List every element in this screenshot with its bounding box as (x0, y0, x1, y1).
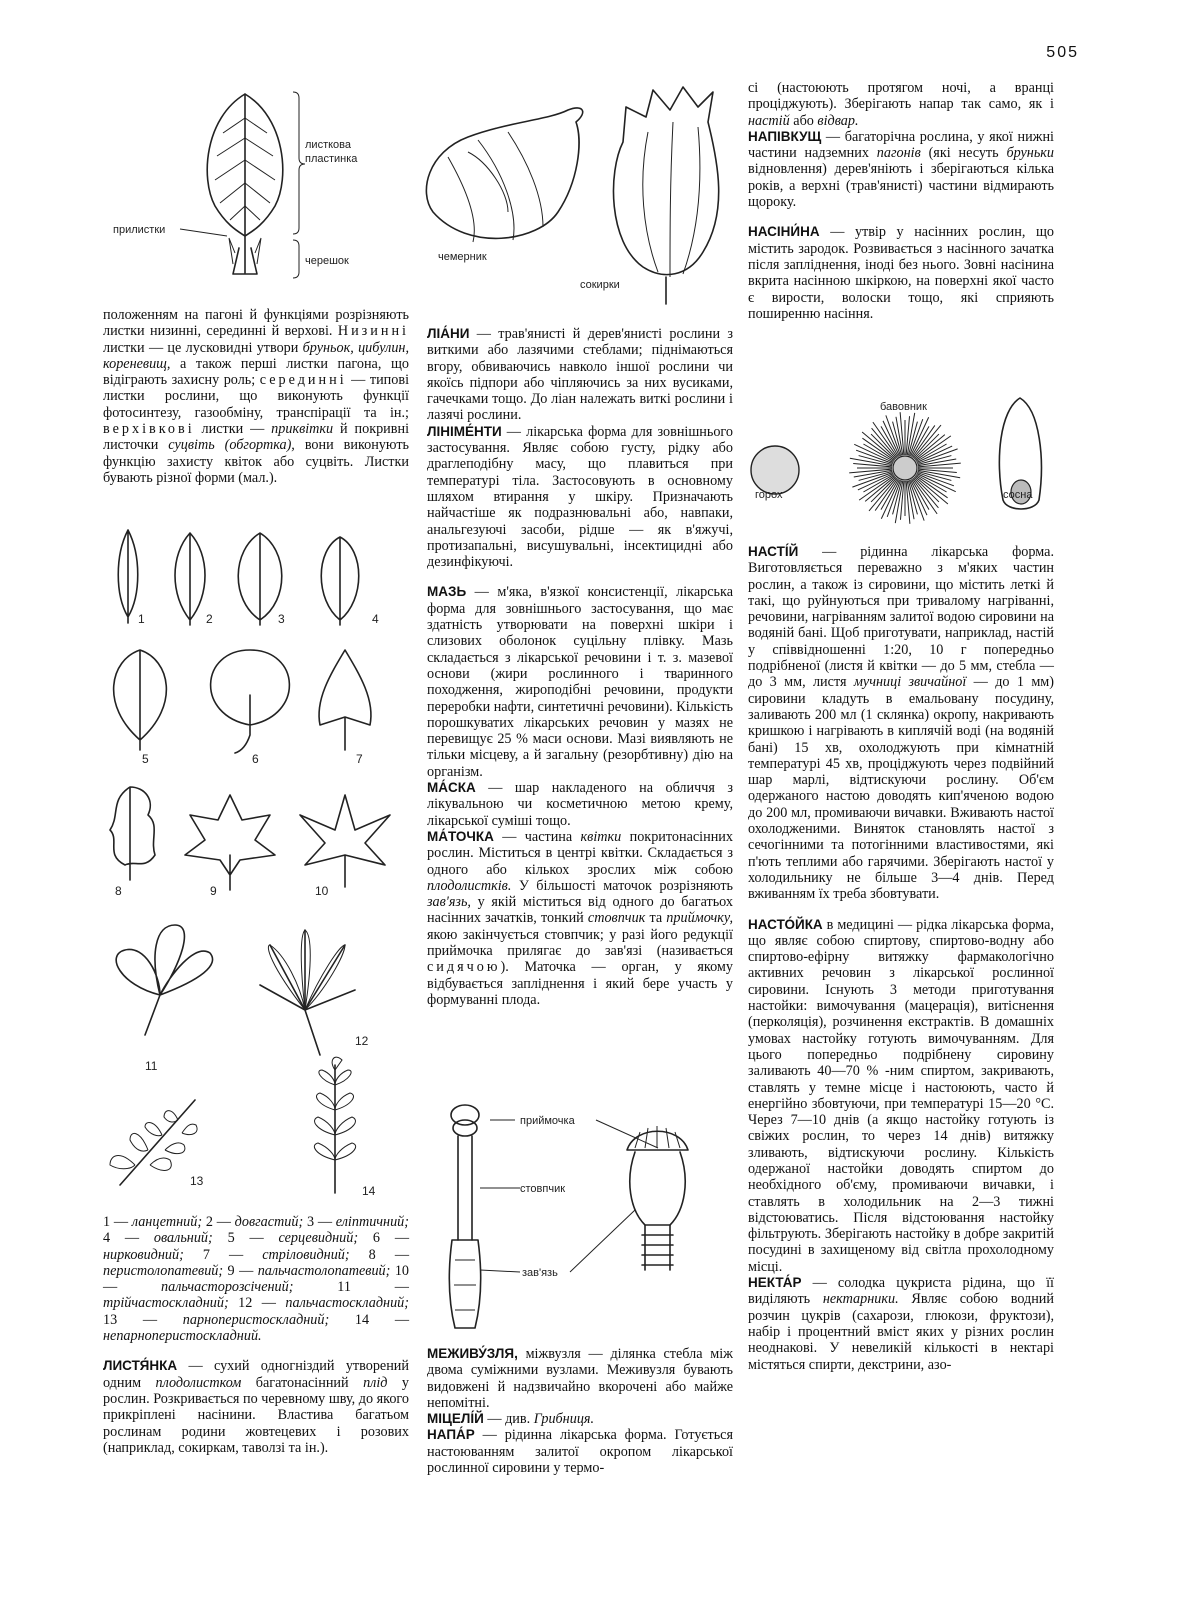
entry-matochka: МА́ТОЧКА — частина квітки покритонасінних рослин. Міститься в центрі квітки. Складається з одного або кількох зрослих між собою плодолистків. У більшості маточок розрізняють зав'язь, у якій міститься від одного до багатьох насінних зачатків, тонкий стовпчик та приймочку, якою закінчується стовпчик; у разі його редукції приймочка прилягає до зав'язі (називається сидячою). Маточка — орган, у якому відбувається запліднення і який бере участь у формуванні плода. (427, 828, 733, 1008)
entry-mezhyvuzlia: МЕЖИВУ́ЗЛЯ, міжвузля — ділянка стебла між двома суміжними вузлами. Меживузля бувають видовжені й надзвичайно вкорочені або майже непомітні. (427, 1346, 733, 1411)
petiole-label: черешок (305, 255, 349, 267)
leaf-shapes-figure (100, 525, 410, 1205)
column-2-top (427, 326, 733, 1008)
shape-number-5: 5 (142, 752, 149, 766)
column-2-bottom (427, 1346, 733, 1476)
shape-number-11: 11 (145, 1059, 158, 1073)
cotton-hair (886, 415, 901, 455)
ovary-label: зав'язь (522, 1267, 558, 1279)
cotton-hair (917, 449, 957, 464)
entry-nastoika: НАСТО́ЙКА в медицині — рідка лікарська форма, що являє собою спиртову, спиртово-водну або спиртово-ефірну витяжку фармакологічно активних речовин з лікарської рослинної сировини. Існують 3 методи приготування настойки: вимочування (мацерація), витіснення (перколяція), розчинення екстрактів. В домашніх умовах настойку готують вимочуванням. Для цього попередньо подрібнену сировину заливають 40—70 % -ним спиртом, закривають, ставлять у темне місце і настоюють, часто й енергійно збовтуючи, при температурі 15—20 °С. Через 7—10 днів (а якщо настойку готують із свіжих рослин, то через 14 днів) витяжку зливають, відтискуючи рослину. Кількість одержаної настойки доводять спиртом до необхідного об'єму, промиваючи вичавки, і ставлять в холодильник на 2—3 тижні відстоюватись. Після відстоювання настойку фільтрують. Зберігають настойку в добре закритій посудині в захищеному від світла прохолодному місці. (748, 916, 1054, 1275)
cotton-hair (909, 480, 924, 520)
shape-number-14: 14 (362, 1184, 376, 1198)
hellebore-label: чемерник (438, 251, 487, 263)
fruits-figure (408, 82, 743, 307)
entry-nektar: НЕКТА́Р — солодка цукриста рідина, що її виділяють нектарники. Являє собою водний розчин цукрів (сахарози, глюкози, фруктози), набір і процентний вміст яких у різних рослин неоднакові. У невеликій кількості в нектарі містяться спирти, декстрини, азо- (748, 1275, 1054, 1373)
leaf-positions-paragraph: положенням на пагоні й функціями розрізняють листки низинні, серединні й верхові. Низинні листки — це лусковидні утвори бруньок, цибулин, кореневищ, а також перші листки пагона, що відіграють захисну роль; серединні — типові листки рослини, що виконують функції фотосинтезу, газообміну, транспірації та ін.; верхівкові листки — приквітки й покривні листочки суцвіть (обгортка), вони виконують функцію захисту квіток або суцвіть. Листки бувають різної форми (мал.). (103, 307, 410, 486)
shape-number-6: 6 (252, 752, 259, 766)
shape-number-12: 12 (355, 1034, 369, 1048)
entry-maz: МАЗЬ — м'яка, в'язкої консистенції, лікарська форма для зовнішнього застосування, що має здатність утворювати на поверхні шкіри і слизових оболонок суцільну плівку. Мазь складається з лікарської речовини і т. з. мазевої основи (жири рослинного і тваринного походження, жироподібні речовини, продукти переробки нафти, синтетичні речовини). Кількість порошкуватих лікарських речовин у мазях не перевищує 25 % маси основи. Мазі виявляють не тільки місцеву, а й загальну (резорбтивну) дію на організм. (427, 584, 733, 780)
leaf-shapes-caption: 1 — ланцетний; 2 — довгастий; 3 — еліптичний; 4 — овальний; 5 — серцевидний; 6 — нирковидний; 7 — стріловидний; 8 — перистолопатевий; 9 — пальчастолопатевий; 10 — пальчасторозсічений; 11 — трійчастоскладний; 12 — пальчастоскладний; 13 — парноперистоскладний; 14 — непарноперистоскладний. (103, 1214, 410, 1345)
cotton-label: бавовник (880, 401, 927, 413)
shape-number-2: 2 (206, 612, 213, 626)
seeds-figure (745, 390, 1055, 525)
entry-napivkushch: НАПІВКУЩ — багаторічна рослина, у якої нижні частини надземних пагонів (які несуть бруньки відновлення) дерев'яніють і зберігаються кілька років, а верхні (трав'янисті) частини відмирають щороку. (748, 128, 1055, 211)
napar-continuation: сі (настоюють протягом ночі, а вранці проціджують). Зберігають напар так само, як і настій або відвар. (748, 80, 1054, 129)
shape-number-3: 3 (278, 612, 285, 626)
entry-liany: ЛІА́НИ — трав'янисті й дерев'янисті рослини з виткими або лазячими стеблами; піднімаються вгору, обвиваючись навколо іншої рослини чи якоїсь підпори або чіпляючись за них вусиками, гачечками тощо. До ліан належать виткі рослини і лазячі рослини. (427, 326, 733, 424)
leaf-anatomy-figure (105, 88, 395, 293)
shape-number-1: 1 (138, 612, 145, 626)
pea-label: горох (755, 489, 783, 501)
column-3-bottom (748, 544, 1054, 1373)
entry-maska: МА́СКА — шар накладеного на обличчя з лікувальною чи косметичною метою крему, лікарської суміші тощо. (427, 780, 733, 829)
leaf-blade-label-1: листкова (305, 139, 351, 151)
entry-nastii: НАСТІ́Й — рідинна лікарська форма. Виготовляється переважно з м'яких частин рослин, а також із сировини, що містить леткі й такі, що руйнуються при тривалому нагріванні, речовини, нагріванням залитої водою сировини на водяній бані. Щоб приготувати, наприклад, настій у співвідношенні 1:20, 10 г попередньо подрібненої (листя й квітки — до 5 мм, стебла — до 3 мм, листя мучниці звичайної — до 1 мм) сировини кладуть в емальовану посудину, заливають 200 мл (1 склянка) окропу, накривають кришкою і нагрівають в киплячій воді (на водяній бані) 15 хв, охолоджують при кімнатній температурі 45 хв, проціджують через подвійний шар марлі, відтискуючи рослину. Об'єм одержаного настою доводять кип'яченою водою до 200 мл, промиваючи вичавки. Вживають настої охолодженими. Виняток становлять настої з сечогінними та потогінними властивостями, які п'ють теплими або гарячими. Зберігають настої у холодильнику не більше 3—4 днів. Перед вживанням їх треба збовтувати. (748, 544, 1055, 903)
shape-number-4: 4 (372, 612, 379, 626)
style-label: стовпчик (520, 1183, 566, 1195)
entry-napar: НАПА́Р — рідинна лікарська форма. Готується настоюванням залитої окропом лікарської рослинної сировини у термо- (427, 1427, 733, 1477)
entry-mitselii: МІЦЕЛІ́Й — див. Грибниця. (427, 1411, 595, 1428)
entry-nasinyna: НАСІНИ́НА — утвір у насінних рослин, що містить зародок. Розвивається з насінного зачатка після запліднення, іноді без нього. Зовні насінина вкрита насінною шкіркою, на поверхні якої часто є вирости, волоски тощо, які сприяють поширенню насіння. (748, 224, 1054, 322)
cotton-hair (852, 472, 892, 487)
entry-liniment: ЛІНІМЕ́НТИ — лікарська форма для зовнішнього застосування. Являє собою густу, рідку або драглеподібну масу, що плавиться при температурі тіла. Застосовують в основному шляхом втирання у шкіру. Призначають найчастіше як подразнювальні або, навпаки, анальгезуючі засоби, рідше — як в'яжучі, протизапальні, висушувальні, інсектицидні або дезинфікуючі. (427, 423, 733, 571)
shape-number-7: 7 (356, 752, 363, 766)
entry-lystianka: ЛИСТЯ́НКА — сухий одногніздий утворений одним плодолистком багатонасінний плід у рослин. Розкривається по черевному шву, до якого прикріплені насінини. Властива багатьом рослинам родини жовтецевих і розових (наприклад, сокиркам, таволзі та ін.). (103, 1358, 409, 1456)
pine-label: сосна (1003, 489, 1033, 501)
column-1-bottom (103, 1214, 409, 1456)
shape-number-13: 13 (190, 1174, 204, 1188)
shape-number-9: 9 (210, 884, 217, 898)
stipules-label: прилистки (113, 224, 166, 236)
stigma-label: приймочка (520, 1115, 575, 1127)
pistil-figure (430, 1100, 730, 1340)
shape-number-8: 8 (115, 884, 122, 898)
shape-number-10: 10 (315, 884, 329, 898)
page-number: 505 (1046, 44, 1079, 61)
leaf-blade-label-2: пластинка (305, 153, 358, 165)
column-3-top (748, 80, 1054, 322)
column-1-top (103, 307, 409, 486)
larkspur-label: сокирки (580, 279, 620, 291)
